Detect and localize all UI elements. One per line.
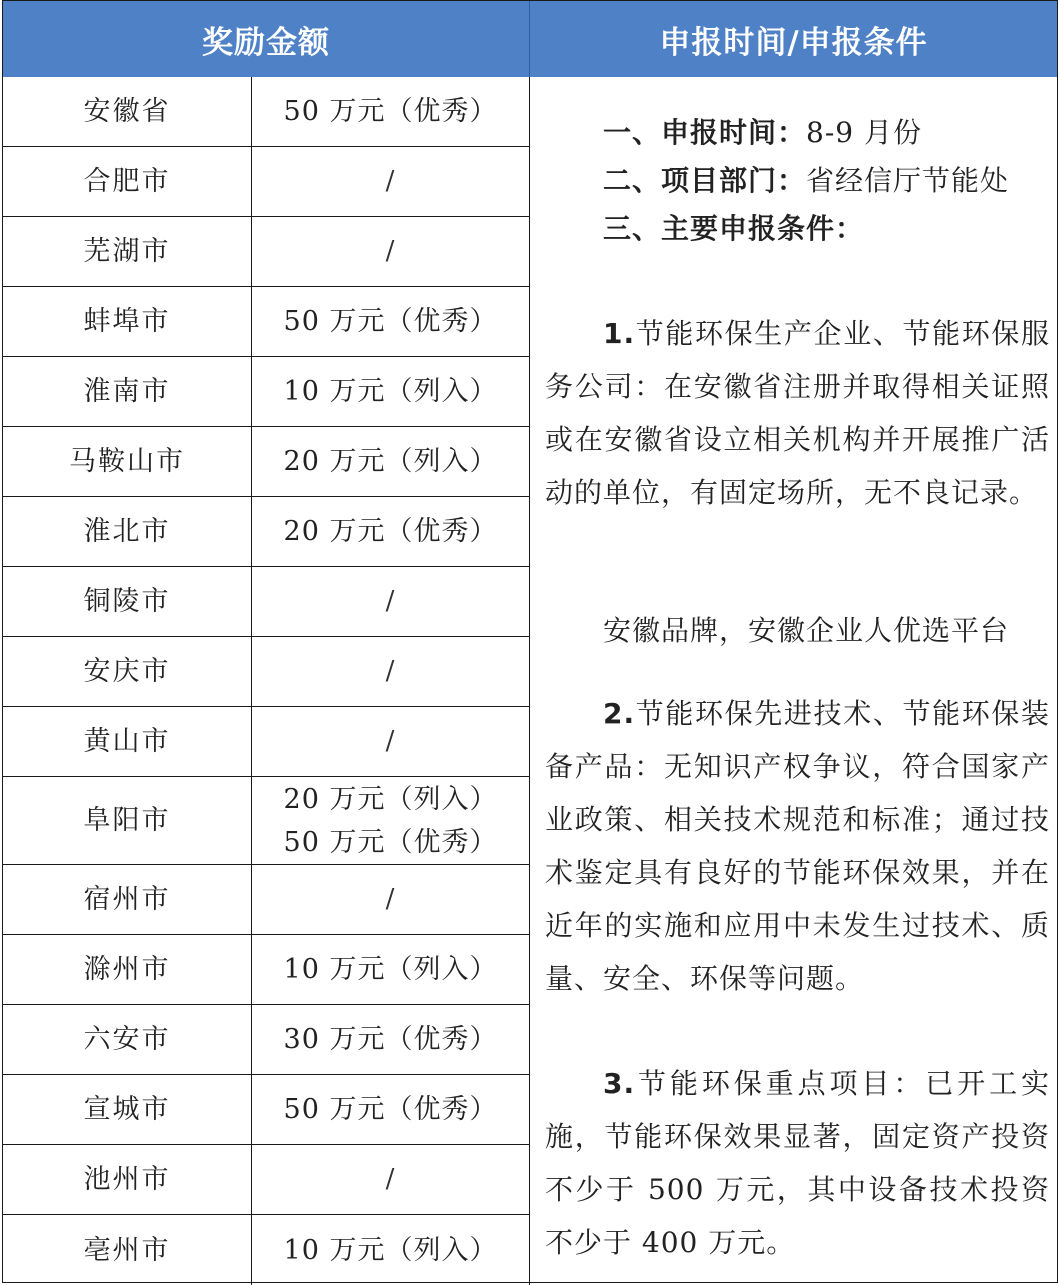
table-row — [3, 1215, 530, 1285]
table-row — [3, 217, 530, 287]
award-line: 10 万元（列入） — [283, 1234, 498, 1266]
city-name: 阜阳市 — [3, 777, 252, 864]
table-row — [3, 1145, 530, 1215]
condition-item-2: 2.节能环保先进技术、节能环保装备产品：无知识产权争议，符合国家产业政策、相关技术规范和标准；通过技术鉴定具有良好的节能环保效果，并在近年的实施和应用中未发生过技术、质量、安全、环保等问题。 — [545, 697, 1050, 995]
award-amount — [252, 287, 530, 356]
city-name: 安徽省 — [3, 77, 252, 146]
award-line: 20 万元（列入） — [283, 446, 498, 477]
award-amount — [252, 357, 530, 426]
conditions-panel — [531, 77, 1057, 1282]
award-amount — [252, 427, 530, 496]
table-row — [3, 357, 530, 427]
award-amount — [252, 935, 530, 1004]
city-name: 滁州市 — [3, 935, 252, 1004]
table-row — [3, 707, 530, 777]
award-amount — [252, 1075, 530, 1144]
table-row — [3, 777, 530, 865]
award-line: 10 万元（列入） — [283, 376, 498, 407]
table-header — [3, 1, 1057, 77]
no-award-slash: / — [385, 726, 396, 756]
award-line: 50 万元（优秀） — [283, 96, 498, 127]
award-line: 10 万元（列入） — [283, 954, 498, 985]
no-award-slash: / — [385, 236, 396, 266]
table-row — [3, 637, 530, 707]
city-name: 马鞍山市 — [3, 427, 252, 496]
no-award-slash: / — [385, 656, 396, 686]
city-name: 宣城市 — [3, 1075, 252, 1144]
no-award-slash: / — [385, 586, 396, 616]
award-amount — [252, 567, 530, 636]
city-name: 合肥市 — [3, 147, 252, 216]
table-row — [3, 77, 530, 147]
table-row — [3, 1005, 530, 1075]
city-name: 池州市 — [3, 1145, 252, 1214]
award-amount — [252, 707, 530, 776]
no-award-slash: / — [385, 884, 396, 914]
award-amount — [252, 865, 530, 934]
table-row — [3, 497, 530, 567]
table-row — [3, 865, 530, 935]
award-amount — [252, 1005, 530, 1074]
slogan-text: 安徽品牌，安徽企业人优选平台 — [603, 614, 1010, 647]
project-department: 二、项目部门：省经信厅节能处 — [603, 164, 1010, 197]
no-award-slash: / — [385, 166, 396, 196]
award-amount — [252, 1215, 530, 1285]
award-line: 20 万元（列入） — [283, 783, 498, 815]
city-name: 亳州市 — [3, 1215, 252, 1285]
award-amount — [252, 497, 530, 566]
award-amount — [252, 217, 530, 286]
condition-item-1: 1.节能环保生产企业、节能环保服务公司：在安徽省注册并取得相关证照或在安徽省设立相关机构并开展推广活动的单位，有固定场所，无不良记录。 — [545, 317, 1050, 509]
header-application-time-conditions: 申报时间/申报条件 — [659, 24, 928, 61]
city-name: 芜湖市 — [3, 217, 252, 286]
application-time: 一、申报时间：8-9 月份 — [603, 116, 923, 149]
header-award-amount: 奖励金额 — [3, 1, 530, 77]
award-amount — [252, 77, 530, 146]
city-name: 铜陵市 — [3, 567, 252, 636]
award-amount — [252, 777, 530, 864]
city-name: 六安市 — [3, 1005, 252, 1074]
main-conditions-heading: 三、主要申报条件： — [603, 212, 865, 245]
no-award-slash: / — [385, 1164, 396, 1194]
table-row — [3, 427, 530, 497]
city-name: 淮北市 — [3, 497, 252, 566]
award-line: 50 万元（优秀） — [283, 306, 498, 337]
award-amount — [252, 147, 530, 216]
table-row — [3, 1075, 530, 1145]
city-name: 宿州市 — [3, 865, 252, 934]
city-award-list — [3, 77, 530, 1285]
award-amount — [252, 637, 530, 706]
city-name: 蚌埠市 — [3, 287, 252, 356]
award-amount — [252, 1145, 530, 1214]
city-name: 安庆市 — [3, 637, 252, 706]
award-line: 50 万元（优秀） — [283, 826, 498, 858]
table-row — [3, 567, 530, 637]
table-row — [3, 287, 530, 357]
award-line: 30 万元（优秀） — [283, 1024, 498, 1055]
table-row — [3, 935, 530, 1005]
condition-item-3: 3.节能环保重点项目：已开工实施，节能环保效果显著，固定资产投资不少于 500 万元，其中设备技术投资不少于 400 万元。 — [545, 1067, 1050, 1259]
award-line: 50 万元（优秀） — [283, 1094, 498, 1125]
table-row — [3, 147, 530, 217]
city-name: 黄山市 — [3, 707, 252, 776]
city-name: 淮南市 — [3, 357, 252, 426]
award-table — [2, 0, 1058, 1283]
award-line: 20 万元（优秀） — [283, 516, 498, 547]
